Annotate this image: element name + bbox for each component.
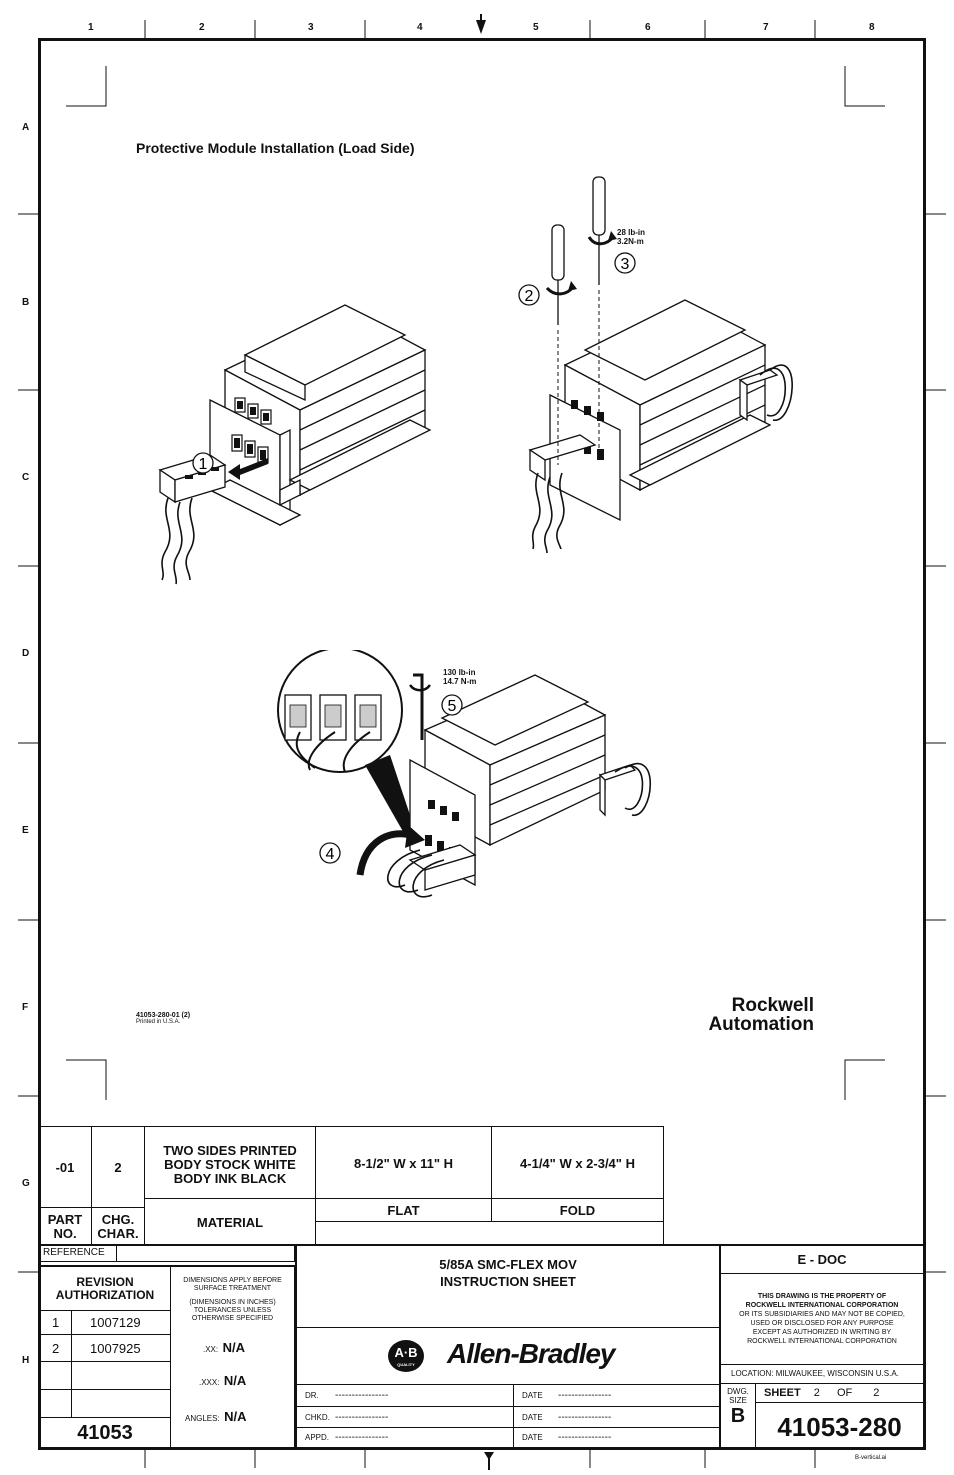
appd-value: ---------------- (335, 1432, 389, 1443)
ab-logo-box (295, 1327, 720, 1385)
dr-label: DR. (305, 1391, 319, 1400)
dim-note (171, 1277, 294, 1293)
torque-bottom (443, 668, 476, 686)
chkd-date-field (513, 1406, 720, 1428)
row-h: H (22, 1355, 30, 1366)
step-4-label: 4 (325, 846, 335, 863)
dim-note2-2: TOLERANCES UNLESS (193, 1307, 272, 1314)
torque-top-nm: 3.2N-m (617, 237, 644, 246)
footer-part-number: 41053-280-01 (2) (136, 1012, 191, 1019)
tol-xxx-label: .XXX: (199, 1378, 220, 1387)
fold-value: 4-1/4" W x 2-3/4" H (491, 1126, 664, 1199)
reference-label: REFERENCE (38, 1244, 117, 1262)
dim-note2-3: OTHERWISE SPECIFIED (191, 1315, 274, 1322)
notice-5: EXCEPT AS AUTHORIZED IN WRITING BY (752, 1329, 892, 1336)
part-no-label-2: NO. (53, 1226, 77, 1241)
torque-top-lbin: 28 lb-in (617, 228, 646, 237)
dwg-size-label-1: DWG. (727, 1387, 749, 1396)
notice-2: ROCKWELL INTERNATIONAL CORPORATION (745, 1302, 899, 1309)
dim-note-1: DIMENSIONS APPLY BEFORE (183, 1277, 282, 1284)
torque-bottom-lbin: 130 lb-in (443, 668, 476, 677)
footer-printed: Printed in U.S.A. (136, 1019, 181, 1025)
col-8: 8 (869, 22, 875, 33)
sheet-label: SHEET (764, 1387, 801, 1399)
appd-date-field (513, 1427, 720, 1450)
chg-char-value-text: 2 (114, 1159, 122, 1175)
chkd-field (295, 1406, 514, 1428)
col-4: 4 (417, 22, 423, 33)
part-no-value-text: -01 (55, 1159, 75, 1175)
location: LOCATION: MILWAUKEE, WISCONSIN U.S.A. (719, 1364, 926, 1384)
row-f: F (22, 1002, 29, 1013)
doc-title-line1: 5/85A SMC-FLEX MOV (439, 1257, 577, 1272)
document-title (295, 1244, 720, 1328)
ab-quality-text: QUALITY (397, 1362, 415, 1367)
dim-note-2: SURFACE TREATMENT (193, 1285, 272, 1292)
row-c: C (22, 472, 30, 483)
revision-label-1: REVISION (76, 1275, 134, 1289)
angles-value: N/A (224, 1409, 247, 1424)
angles-label: ANGLES: (185, 1414, 220, 1423)
doc-title-line2: INSTRUCTION SHEET (440, 1274, 576, 1289)
chg-char-label-2: CHAR. (97, 1226, 139, 1241)
chkd-date-label: DATE (522, 1413, 543, 1422)
material-line3: BODY INK BLACK (173, 1171, 287, 1186)
tol-xx-label: .XX: (203, 1345, 219, 1354)
appd-date-value: ---------------- (558, 1432, 612, 1443)
chkd-date-value: ---------------- (558, 1412, 612, 1423)
material-line1: TWO SIDES PRINTED (163, 1143, 297, 1158)
illustration-step4-5 (270, 650, 670, 910)
dr-date-value: ---------------- (558, 1390, 612, 1401)
tol-xxx-value: N/A (223, 1373, 247, 1388)
reference-value (116, 1244, 295, 1262)
dr-field (295, 1384, 514, 1407)
revision-label-2: AUTHORIZATION (55, 1288, 155, 1302)
chg-char-label-1: CHG. (101, 1212, 135, 1227)
illustration-step1 (150, 280, 440, 590)
torque-bottom-nm: 14.7 N-m (443, 677, 477, 686)
tol-xx-value: N/A (222, 1340, 245, 1355)
dr-date-label: DATE (522, 1391, 543, 1400)
drawing-number-short: 41053 (38, 1417, 171, 1450)
rev-4-num (38, 1389, 72, 1418)
part-no-label-1: PART (47, 1212, 83, 1227)
tol-angles (185, 1408, 247, 1426)
notice-1: THIS DRAWING IS THE PROPERTY OF (757, 1293, 887, 1300)
drawing-title: Protective Module Installation (Load Side) (136, 140, 415, 156)
edoc-label: E - DOC (719, 1244, 926, 1274)
appd-date-label: DATE (522, 1433, 543, 1442)
dr-value: ---------------- (335, 1390, 389, 1401)
material-line2: BODY STOCK WHITE (164, 1157, 296, 1172)
illustration-step2-3 (505, 175, 805, 555)
row-d: D (22, 648, 30, 659)
rev-2-auth: 1007925 (71, 1334, 171, 1362)
footer-note (136, 1012, 190, 1025)
brand-line2: Automation (708, 1014, 814, 1035)
fold-label: FOLD (491, 1198, 664, 1222)
ab-brand: Allen-Bradley (447, 1338, 615, 1369)
sheet-total: 2 (873, 1387, 880, 1399)
col-6: 6 (645, 22, 651, 33)
ab-badge-text: A·B (394, 1345, 418, 1360)
part-no-value (38, 1126, 92, 1208)
rev-3-num (38, 1361, 72, 1390)
appd-label: APPD. (305, 1433, 330, 1442)
chg-char-value (91, 1126, 145, 1208)
appd-field (295, 1427, 514, 1450)
chkd-value: ---------------- (335, 1412, 389, 1423)
col-1: 1 (88, 22, 94, 33)
material-label: MATERIAL (144, 1198, 316, 1245)
step-3-label: 3 (620, 256, 630, 273)
rev-3-auth (71, 1361, 171, 1390)
dr-date-field (513, 1384, 720, 1407)
notice-3: OR ITS SUBSIDIARIES AND MAY NOT BE COPIED, (739, 1311, 905, 1318)
dwg-size-label (721, 1384, 755, 1405)
rev-1-auth: 1007129 (71, 1310, 171, 1335)
property-notice (719, 1273, 926, 1365)
rev-2-num: 2 (38, 1334, 72, 1362)
ab-badge-icon (388, 1340, 424, 1372)
row-e: E (22, 825, 29, 836)
flat-label: FLAT (315, 1198, 492, 1222)
tol-xx (203, 1339, 245, 1357)
row-g: G (22, 1178, 30, 1189)
tol-xxx (199, 1372, 246, 1390)
col-5: 5 (533, 22, 539, 33)
file-note: B-vertical.ai (855, 1455, 887, 1461)
dim-note-secondary (171, 1299, 294, 1323)
part-no-label (38, 1207, 92, 1245)
dwg-size-label-2: SIZE (729, 1396, 747, 1405)
rev-1-num: 1 (38, 1310, 72, 1335)
notice-6: ROCKWELL INTERNATIONAL CORPORATION (747, 1338, 897, 1345)
rockwell-logo (656, 996, 814, 1034)
chg-char-label (91, 1207, 145, 1245)
rev-4-auth (71, 1389, 171, 1418)
drawing-number: 41053-280 (755, 1402, 926, 1450)
notice-4: USED OR DISCLOSED FOR ANY PURPOSE (750, 1320, 894, 1327)
sheet-field (755, 1383, 926, 1403)
tolerance-box (170, 1265, 296, 1450)
sheet-of: OF (836, 1387, 853, 1399)
dim-note2-1: (DIMENSIONS IN INCHES) (189, 1299, 276, 1306)
torque-top (617, 228, 645, 246)
col-2: 2 (199, 22, 205, 33)
material-spacer (315, 1221, 664, 1245)
flat-value: 8-1/2" W x 11" H (315, 1126, 492, 1199)
step-5-label: 5 (447, 698, 457, 715)
step-2-label: 2 (524, 288, 534, 305)
brand-line1: Rockwell (731, 995, 814, 1016)
revision-auth-label (38, 1265, 171, 1311)
dwg-size-box (719, 1383, 756, 1450)
row-a: A (22, 122, 30, 133)
dwg-size-value: B (730, 1405, 746, 1427)
chkd-label: CHKD. (305, 1413, 330, 1422)
sheet-num: 2 (813, 1387, 820, 1399)
col-7: 7 (763, 22, 769, 33)
col-3: 3 (308, 22, 314, 33)
row-b: B (22, 297, 30, 308)
material-value (144, 1126, 316, 1199)
step-1-label: 1 (198, 456, 208, 473)
